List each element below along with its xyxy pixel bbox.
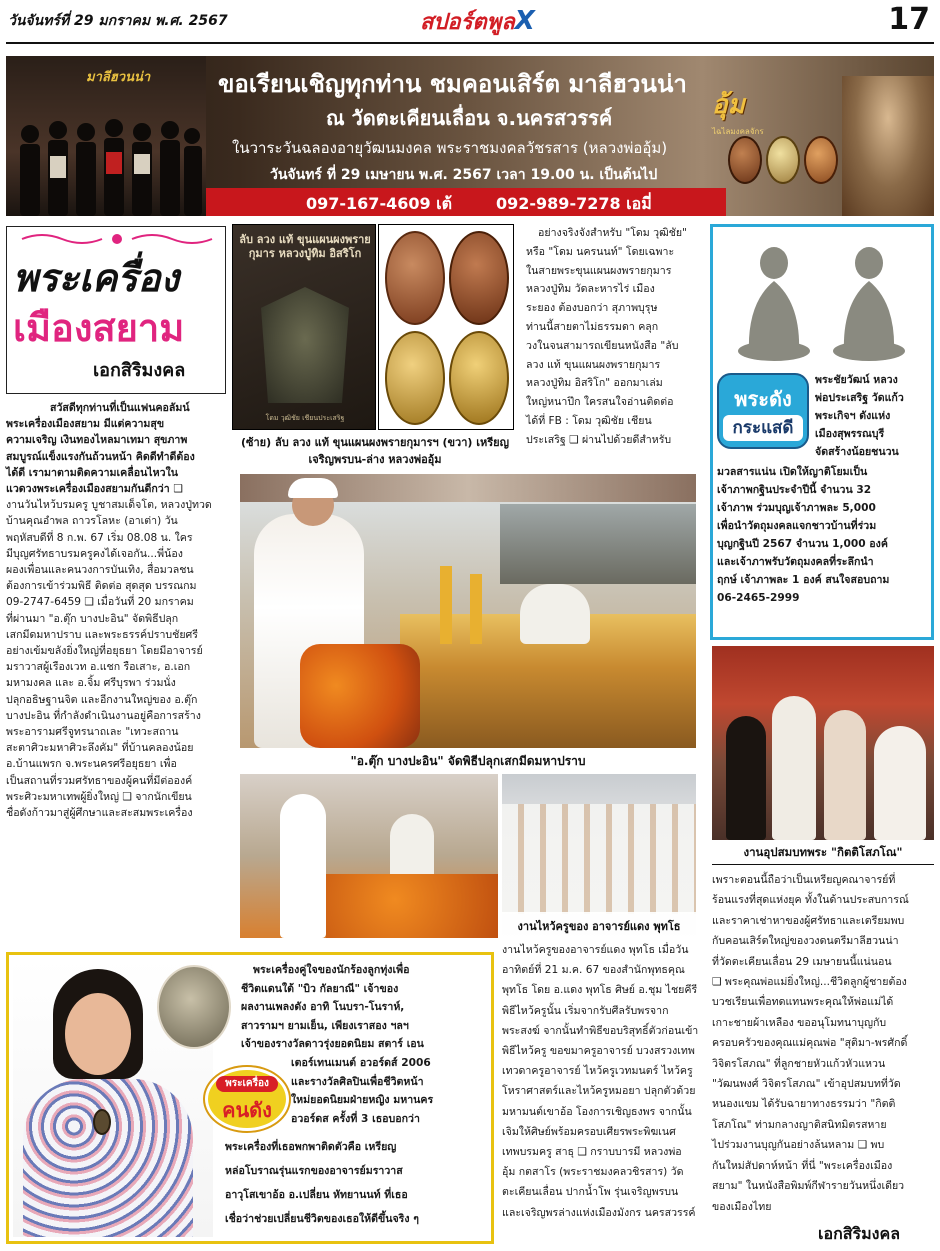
ritual-person-1 bbox=[280, 794, 326, 938]
band-photo bbox=[6, 56, 206, 216]
text-line: และเจริญพรล่างแห่งเมืองมังกร นครสวรรค์ bbox=[502, 1206, 696, 1219]
text-line: เพื่อนำวัตถุมงคลแจกชาวบ้านที่ร่วม bbox=[717, 520, 877, 532]
text-line: มหามนต์เขาอ้อ โองการเชิญธงพร จากนั้น bbox=[502, 1105, 692, 1118]
text-line: หลวงปู่ทิม วัดละหารไร่ เมือง bbox=[526, 283, 655, 296]
band-members-graphic bbox=[12, 116, 202, 216]
ordination-person-4 bbox=[874, 726, 926, 840]
wai-khru-photo bbox=[502, 774, 696, 938]
text-line: ของเมืองไทย bbox=[712, 1200, 772, 1213]
banner-coin-1 bbox=[728, 136, 762, 184]
ordination-caption: งานอุปสมบทพระ "กิตติโสภโณ" bbox=[743, 845, 903, 859]
page-number: 17 bbox=[888, 2, 930, 37]
text-line: สาวรามฯ ยามเย็น, เพียงเราสอง ฯลฯ bbox=[241, 1019, 409, 1032]
wai-khru-crowd bbox=[502, 804, 696, 914]
text-line: พระสงฆ์ จากนั้นทำพิธีขอบริสุทธิ์ตัวก่อนเข้า bbox=[502, 1024, 699, 1037]
ceremony-headcloth bbox=[288, 478, 338, 498]
text-line: เชื่อว่าช่วยเปลี่ยนชีวิตของเธอให้ดีขึ้นจริง ๆ bbox=[225, 1213, 419, 1225]
text-line: เกาะชายผ้าเหลือง ขออนุโมทนาบุญกับ bbox=[712, 1016, 887, 1029]
text-line: กับคอนเสิร์ตใหญ่ของวงดนตรีมาลีฮวนน่า bbox=[712, 935, 899, 948]
logo-line-1: พระเครื่อง bbox=[13, 256, 180, 300]
text-line: อวอร์ดส ครั้งที่ 3 เธอบอกว่า bbox=[291, 1112, 420, 1125]
text-line: พระศิวะมหาเทพผู้ยิ่งใหญ่ ❑ จากนักเขียน bbox=[6, 790, 192, 803]
text-line: วิจิตรโสภณ" ที่ลูกชายหัวแก้วหัวแหวน bbox=[712, 1057, 886, 1070]
text-line: ที่ผ่านมา "อ.ตุ๊ก บางปะอิน" จัดพิธีปลุก bbox=[6, 612, 179, 625]
text-line: ระยอง ต้องบอกว่า สุภาพบุรุษ bbox=[526, 302, 658, 315]
text-line: "วัฒนพงศ์ วิจิตรโสภณ" เข้าอุปสมบทที่วัด bbox=[712, 1078, 901, 1091]
text-line: เพราะตอนนี้ถือว่าเป็นเหรียญคณาจารย์ที่ bbox=[712, 874, 896, 886]
text-line: หรือ "โดม นครนนท์" โดยเฉพาะ bbox=[526, 245, 675, 258]
banner-phone-strip bbox=[206, 188, 726, 216]
hot-phone: 06-2465-2999 bbox=[717, 592, 800, 604]
text-line: ❑ พระคุณพ่อแม่ยิ่งใหญ่...ชีวิตลูกผู้ชายต้อง bbox=[712, 976, 907, 989]
text-line: บ้านคุณอำพล ถาวรโลหะ (อาเต่า) วัน bbox=[6, 515, 178, 528]
text-line: พิธีไหว้ครู ขอขมาครูอาจารย์ บวงสรวงเทพ bbox=[502, 1045, 695, 1058]
ceremony-caption: "อ.ตุ๊ก บางปะอิน" จัดพิธีปลุกเสกมีดมหาปราบ bbox=[350, 754, 586, 768]
text-line: ชีวิตแดนใต้ "บิว กัลยาณี" เจ้าของ bbox=[241, 982, 399, 995]
text-line: เจ้าภาพ ร่วมบุญเจ้าภาพละ 5,000 bbox=[717, 502, 876, 514]
book-title: ลับ ลวง แท้ ขุนแผนผงพรายกุมาร หลวงปู่ทิม อิสริโก bbox=[239, 233, 371, 260]
text-line: มราวาสผู้เรืองเวท อ.แชก รือเสาะ, อ.เอก bbox=[6, 661, 191, 674]
text-line: อาทิตย์ที่ 21 ม.ค. 67 ของสำนักพุทธคุณ bbox=[502, 964, 685, 977]
featured-amulet-photo bbox=[157, 965, 231, 1049]
famous-badge-top: พระเครื่อง bbox=[216, 1076, 278, 1092]
text-line: มวลสารแน่น เปิดให้ญาติโยมเป็น bbox=[717, 466, 868, 478]
text-line: เสกมีดมหาปราบ และพระธรรค์ปราบชัยศรี bbox=[6, 628, 198, 641]
text-line: ในสายพระขุนแผนผงพรายกุมาร bbox=[526, 264, 672, 277]
text-line: พระเกิจฯ ดังแห่ง bbox=[815, 410, 891, 422]
column-3-text bbox=[526, 224, 706, 450]
ritual-photo bbox=[240, 774, 498, 938]
text-line: บุญกฐินปี 2567 จำนวน 1,000 องค์ bbox=[717, 538, 888, 550]
hot-amulet-box bbox=[710, 224, 934, 640]
text-line: วงในจนสามารถเขียนหนังสือ "ลับ bbox=[526, 339, 679, 352]
masthead-brand: สปอร์ตพูล bbox=[420, 10, 515, 35]
banner-monk-portrait bbox=[842, 76, 934, 216]
text-line: ปลุกอธิษฐานจิต และอีกงานใหญ่ของ อ.ตุ๊ก bbox=[6, 693, 198, 706]
text-line: ได้ดี เรามาตามติดความเคลื่อนไหวใน bbox=[6, 466, 178, 479]
text-line: พ่อประเสริฐ วัดแก้ว bbox=[815, 392, 904, 404]
ordination-person-1 bbox=[726, 716, 766, 840]
text-line: พิธีไหว้ครูนั้น เริ่มจากรับศีลรับพรจาก bbox=[502, 1004, 669, 1017]
text-line: พระอารามศรีจูทรนาถเละ "เทวะสถาน bbox=[6, 726, 179, 739]
banner-coin-3 bbox=[804, 136, 838, 184]
text-line: อย่างจริงจังสำหรับ "โดม วุฒิชัย" bbox=[538, 227, 687, 239]
text-line: สวัสดีทุกท่านที่เป็นแฟนคอลัมน์ bbox=[50, 402, 190, 414]
text-line: กันใหม่สัปดาห์หน้า ที่นี่ "พระเครื่องเมือง bbox=[712, 1159, 893, 1172]
text-line: ชื่อดังก้าวมาสู่ผู้ศึกษาและสะสมพระเครื่อง bbox=[6, 807, 193, 820]
banner-coin-2 bbox=[766, 136, 800, 184]
text-line: ใหญ่หนาปึก ใครสนใจอ่านติดต่อ bbox=[526, 396, 674, 409]
text-line: เทพบรมครู สาธุ ❑ กราบบารมี หลวงพ่อ bbox=[502, 1146, 682, 1159]
text-line: พุทโธ โดย อ.แดง พุทโธ ศิษย์ อ.ชุม ไชยคีรี bbox=[502, 984, 698, 997]
text-line: อ.บ้านแพรก จ.พระนครศรีอยุธยา เพื่อ bbox=[6, 758, 177, 771]
text-line: งานไหว้ครูของอาจารย์แดง พุทโธ เมื่อวัน bbox=[502, 944, 689, 956]
text-line: โหราศาสตร์และไหว้ครูหมอยา ปลุกตัวด้วย bbox=[502, 1085, 696, 1098]
masthead-logo bbox=[420, 4, 535, 39]
column-1-text bbox=[6, 400, 226, 821]
header-rule bbox=[6, 42, 934, 44]
author-signature: เอกสิริมงคล bbox=[818, 1224, 900, 1243]
concert-banner bbox=[6, 56, 934, 216]
text-line: พระเครื่องที่เธอพกพาติดตัวคือ เหรียญ bbox=[225, 1141, 397, 1153]
text-line: พระเครื่องเมืองสยาม มีแต่ความสุข bbox=[6, 418, 165, 431]
ceremony-candle-1 bbox=[440, 566, 452, 644]
ceremony-flowers bbox=[300, 644, 420, 748]
band-member-silhouettes bbox=[12, 116, 202, 216]
banner-phone-1: 097-167-4609 เต้ bbox=[306, 194, 453, 213]
logo-line-2: เมืองสยาม bbox=[13, 306, 185, 350]
text-line: ใหม่ยอดนิยมฝ่ายหญิง มหานคร bbox=[291, 1094, 434, 1107]
ordination-person-3 bbox=[824, 710, 866, 840]
ordination-rule bbox=[712, 864, 934, 865]
singer-face bbox=[65, 993, 131, 1075]
coin-gold-front bbox=[385, 331, 445, 425]
singer-dress bbox=[23, 1079, 193, 1237]
text-line: สะตาศิวะมหาศิวะลึงคัม" ที่บ้านคลองน้อย bbox=[6, 742, 194, 755]
ritual-offerings bbox=[326, 874, 498, 938]
buddha-statues-photo bbox=[719, 233, 925, 363]
ceremony-cloth bbox=[520, 584, 590, 644]
famous-text-bottom bbox=[225, 1135, 489, 1231]
singer-pendant bbox=[93, 1109, 111, 1135]
banner-phone-2: 092-989-7278 เอมี่ bbox=[496, 194, 652, 213]
hot-text-full bbox=[717, 463, 927, 607]
text-line: งานวันไหว้บรมครู บูชาสมเด็จโต, หลวงปู่ทวด bbox=[6, 499, 212, 512]
text-line: เจ้าภาพกฐินประจำปีนี้ จำนวน 32 bbox=[717, 484, 872, 496]
text-line: ลวง แท้ ขุนแผนผงพรายกุมาร bbox=[526, 358, 661, 371]
text-line: อุ้ม กตสาโร (พระราชมงคลวชิรสาร) วัด bbox=[502, 1166, 684, 1179]
text-line: หลวงปู่ทิม อิสริโก" ออกมาเล่ม bbox=[526, 377, 663, 390]
banner-amulet-logo bbox=[712, 84, 832, 136]
wai-khru-caption: งานไหว้ครูของ อาจารย์แดง พุทโธ bbox=[517, 920, 681, 933]
famous-badge-bottom: คนดัง bbox=[222, 1098, 272, 1122]
text-line: ท่านนี้สายตาไม่ธรรมดา คลุก bbox=[526, 320, 659, 333]
text-line: และราคาเช่าหาของผู้ศรัทธาและเตรียมพบ bbox=[712, 914, 905, 927]
text-line: สมบูรณ์แข็งแรงกันถ้วนหน้า คิดดีทำดีต้อง bbox=[6, 450, 195, 463]
text-line: ได้ที่ FB : โดม วุฒิชัย เชียน bbox=[526, 414, 652, 427]
book-author: โดม วุฒิชัย เชียนประเสริฐ bbox=[265, 414, 345, 422]
text-line: ผลงานเพลงดัง อาทิ โนบรา-โนราห์, bbox=[241, 1001, 405, 1014]
logo-author: เอกสิริมงคล bbox=[93, 360, 186, 381]
banner-occasion: ในวาระวันฉลองอายุวัฒนมงคล พระราชมงคลวัชรสาร (หลวงพ่ออุ้ม) bbox=[232, 139, 668, 157]
hot-badge-top: พระดัง bbox=[734, 387, 792, 411]
text-line: เป็นสถานที่รวมศรัทธาของผู้คนที่มีต่อองค์ bbox=[6, 774, 193, 787]
amulet-logo-text: อุ้ม bbox=[712, 90, 745, 120]
buddha-statue-graphic bbox=[719, 233, 925, 363]
text-line: หล่อโบราณรุ่นแรกของอาจารย์มราวาส bbox=[225, 1165, 403, 1177]
text-line: ความเจริญ เงินทองไหลมาเทมา สุขภาพ bbox=[6, 434, 188, 447]
coin-copper-front bbox=[385, 231, 445, 325]
ceremony-photo bbox=[240, 474, 696, 748]
text-line: และรางวัลศิลปินเพื่อชีวิตหน้า bbox=[291, 1075, 424, 1088]
text-line: เจ้าของรางวัลดาวรุ่งยอดนิยม สตาร์ เอน bbox=[241, 1038, 424, 1051]
text-line: เจิมให้ศิษย์พร้อมครอบเศียรพระพิฆเนศ bbox=[502, 1125, 676, 1138]
text-line: เตอร์เทนเมนต์ อวอร์ดส์ 2006 bbox=[291, 1056, 431, 1069]
text-line: จัดสร้างน้อยชนวน bbox=[815, 446, 899, 458]
text-line: ครอบครัวของคุณแม่คุณพ่อ "สุติมา-พรศักดิ์ bbox=[712, 1037, 908, 1050]
wai-khru-caption-band bbox=[502, 912, 696, 938]
text-line: และเจ้าภาพรับวัตถุมงคลที่ระลึกนำ bbox=[717, 556, 874, 568]
text-line: ไปร่วมงานบุญกันอย่างล้นหลาม ❑ พบ bbox=[712, 1139, 885, 1152]
text-line: อาวุโสเขาอ้อ อ.เปลี่ยน หัทยานนท์ ที่เธอ bbox=[225, 1189, 408, 1201]
book-photo-caption: (ซ้าย) ลับ ลวง แท้ ขุนแผนผงพรายกุมารฯ (ขวา) เหรียญเจริญพรบน-ล่าง หลวงพ่ออุ้ม bbox=[240, 436, 509, 466]
text-line: พระชัยวัฒน์ หลวง bbox=[815, 374, 898, 386]
famous-text-top bbox=[241, 961, 489, 1128]
hot-text-short bbox=[815, 371, 929, 461]
text-line: ผองเพื่อนและคนวงการบันเทิง, สื่อมวลชน bbox=[6, 564, 194, 577]
issue-date: วันจันทร์ที่ 29 มกราคม พ.ศ. 2567 bbox=[8, 13, 228, 29]
banner-venue: ณ วัดตะเคียนเลื่อน จ.นครสวรรค์ bbox=[326, 106, 613, 130]
text-line: โสภโณ" ท่ามกลางญาติสนิทมิตรสหาย bbox=[712, 1118, 887, 1131]
hot-badge-bottom: กระแสดี bbox=[723, 415, 803, 441]
banner-title: ขอเรียนเชิญทุกท่าน ชมคอนเสิร์ต มาลีฮวนน่า bbox=[218, 70, 687, 98]
text-line: ฤกษ์ เจ้าภาพละ 1 องค์ สนใจสอบถาม bbox=[717, 574, 890, 586]
text-line: อย่างเข้มขลังยิ่งใหญ่ที่อยุธยา โดยมีอาจารย์ bbox=[6, 645, 203, 658]
coin-gold-back bbox=[449, 331, 509, 425]
ceremony-crowd bbox=[500, 504, 696, 584]
coins-photo bbox=[378, 224, 514, 430]
text-line: มีบุญศรัทธาบรมครูคงได้เจอกัน...พี่น้อง bbox=[6, 547, 183, 560]
page-header bbox=[0, 0, 940, 44]
text-line: บางปะอิน ที่กำลังดำเนินงานอยู่คือการสร้าง bbox=[6, 709, 201, 722]
ordination-person-2 bbox=[772, 696, 816, 840]
text-line: ร้อนแรงที่สุดแห่งยุค ทั้งในด้านประสบการณ์ bbox=[712, 894, 909, 907]
text-line: มหามงคล และ อ.จิ้ม ศรีบุรพา ร่วมนั่ง bbox=[6, 677, 176, 690]
ordination-photo bbox=[712, 646, 934, 840]
text-line: เทวดาครูอาจารย์ ไหว้ครูเวทมนตร์ ไหว้ครู bbox=[502, 1065, 693, 1078]
hot-badge bbox=[717, 373, 809, 449]
logo-ornament bbox=[17, 231, 217, 247]
text-line: แวดวงพระเครื่องเมืองสยามกันดีกว่า ❑ bbox=[6, 483, 183, 496]
text-line: สยาม" ในหนังสือพิมพ์กีฬารายวันหนึ่งเดียว bbox=[712, 1180, 905, 1193]
text-line: บวชเรียนเพื่อทดแทนพระคุณให้พ่อแม่ได้ bbox=[712, 996, 894, 1009]
amulet-logo-subtext: ไฉไลมงคลจักร bbox=[712, 127, 764, 136]
ceremony-candle-2 bbox=[470, 574, 482, 644]
coin-copper-back bbox=[449, 231, 509, 325]
text-line: ที่วัดตะเคียนเลื่อน 29 เมษายนนี้แน่นอน bbox=[712, 955, 892, 968]
book-amulet-image bbox=[261, 287, 349, 403]
text-line: พฤหัสบดีที่ 8 ก.พ. 67 เริ่ม 08.08 น. ใคร bbox=[6, 531, 193, 544]
ornament-swirl-icon bbox=[17, 231, 217, 247]
text-line: เมืองสุพรรณบุรี bbox=[815, 428, 885, 440]
column-mid-bottom-text bbox=[502, 940, 706, 1223]
column-right-bottom-text bbox=[712, 870, 934, 1217]
text-line: พระเครื่องคู่ใจของนักร้องลูกทุ่งเพื่อ bbox=[253, 964, 410, 976]
text-line: ประเสริฐ ❑ ผ่านไปด้วยดีสำหรับ bbox=[526, 433, 672, 446]
text-line: ต้องการเข้าร่วมพิธี ติดต่อ สุดสุด บรรณกม bbox=[6, 580, 197, 593]
text-line: ตะเคียนเลื่อน ปากน้ำโพ รุ่นเจริญพรบน bbox=[502, 1186, 679, 1199]
text-line: 09-2747-6459 ❑ เมื่อวันที่ 20 มกราคม bbox=[6, 596, 194, 609]
column-logo bbox=[6, 226, 226, 394]
text-line: หนองแขม ได้รับฉายาทางธรรมว่า "กิตติ bbox=[712, 1098, 896, 1111]
book-cover-photo bbox=[232, 224, 376, 430]
banner-datetime: วันจันทร์ ที่ 29 เมษายน พ.ศ. 2567 เวลา 19.00 น. เป็นต้นไป bbox=[270, 167, 658, 183]
masthead-x: X bbox=[514, 6, 535, 36]
band-logo: มาลีฮวนน่า bbox=[86, 70, 151, 85]
famous-amulet-box bbox=[6, 952, 494, 1244]
